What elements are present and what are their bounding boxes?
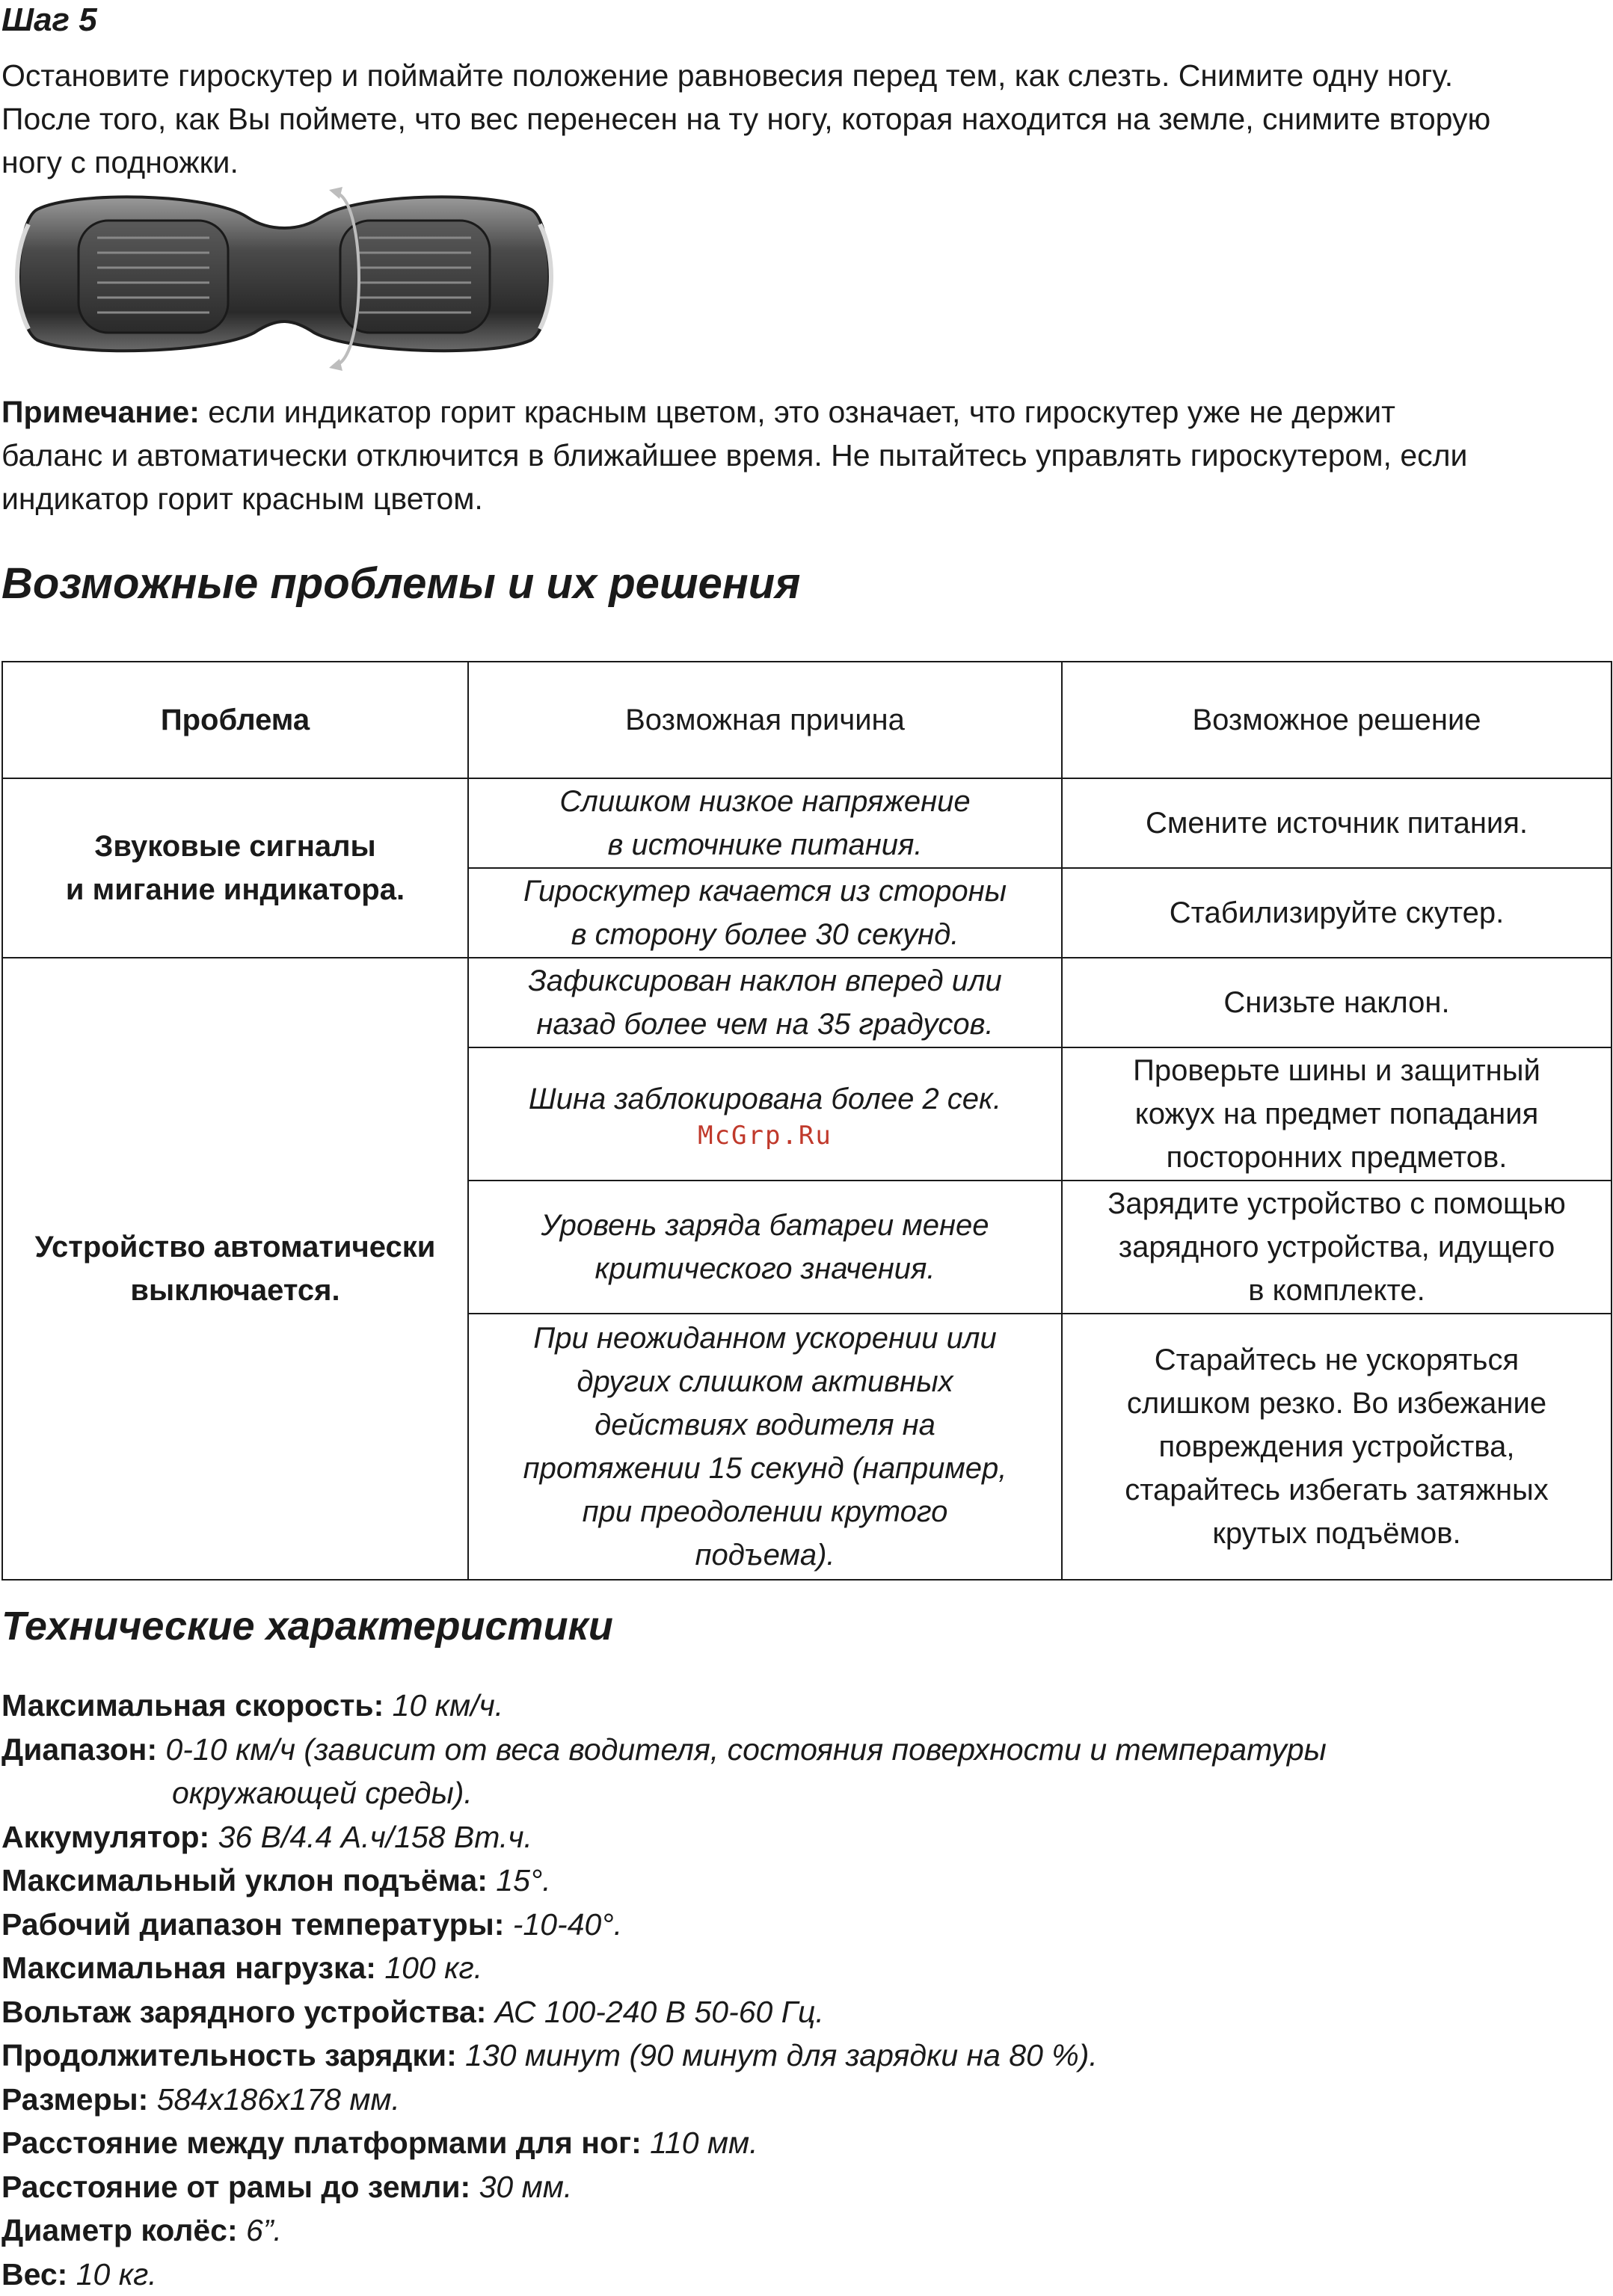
cause-line: подъема). xyxy=(482,1533,1048,1577)
solution-line: крутых подъёмов. xyxy=(1076,1512,1597,1555)
cause-line: действиях водителя на xyxy=(482,1403,1048,1447)
spec-key: Рабочий диапазон температуры: xyxy=(1,1907,504,1942)
solution-line: Старайтесь не ускоряться xyxy=(1076,1338,1597,1382)
spec-key: Аккумулятор: xyxy=(1,1820,209,1854)
spec-key: Расстояние между платформами для ног: xyxy=(1,2126,642,2160)
solution-cell xyxy=(1062,1181,1612,1314)
solution-line: кожух на предмет попадания xyxy=(1076,1092,1597,1136)
spec-row xyxy=(1,1684,1609,1728)
cause-line: При неожиданном ускорении или xyxy=(482,1317,1048,1360)
cause-line: Зафиксирован наклон вперед или xyxy=(482,959,1048,1003)
spec-value: 15°. xyxy=(488,1863,551,1898)
solution-line: Снизьте наклон. xyxy=(1076,981,1597,1024)
spec-key: Размеры: xyxy=(1,2082,148,2117)
spec-row xyxy=(1,1903,1609,1947)
problem-line: выключается. xyxy=(16,1269,454,1312)
cause-cell xyxy=(468,1314,1062,1580)
spec-value: 0-10 км/ч (зависит от веса водителя, состояния поверхности и температуры xyxy=(157,1732,1327,1767)
spec-row xyxy=(1,2165,1609,2209)
cause-line: при преодолении крутого xyxy=(482,1490,1048,1533)
cause-cell xyxy=(468,1047,1062,1181)
spec-key: Максимальная нагрузка: xyxy=(1,1951,376,1985)
problems-heading: Возможные проблемы и их решения xyxy=(1,558,800,610)
solution-line: Зарядите устройство с помощью xyxy=(1076,1182,1597,1225)
spec-key: Вольтаж зарядного устройства: xyxy=(1,1995,486,2029)
cause-cell xyxy=(468,958,1062,1047)
spec-row xyxy=(1,2034,1609,2078)
table-header-row xyxy=(2,662,1612,778)
spec-value: АС 100-240 В 50-60 Гц. xyxy=(486,1995,823,2029)
cause-cell xyxy=(468,1181,1062,1314)
table-row xyxy=(2,778,1612,868)
spec-value: 130 минут (90 минут для зарядки на 80 %). xyxy=(457,2038,1098,2072)
spec-value: 100 кг. xyxy=(376,1951,482,1985)
intro-paragraph xyxy=(1,54,1609,184)
problems-table xyxy=(1,661,1612,1581)
spec-row xyxy=(1,2078,1609,2122)
cause-cell xyxy=(468,868,1062,958)
cause-line: Слишком низкое напряжение xyxy=(482,780,1048,823)
note-label: Примечание: xyxy=(1,395,200,429)
solution-line: посторонних предметов. xyxy=(1076,1136,1597,1179)
header-cause: Возможная причина xyxy=(468,662,1062,778)
spec-value: 584х186х178 мм. xyxy=(148,2082,400,2117)
intro-line: ногу с подножки. xyxy=(1,141,1609,184)
hoverboard-image xyxy=(7,179,561,374)
solution-line: Проверьте шины и защитный xyxy=(1076,1049,1597,1092)
cause-cell xyxy=(468,778,1062,868)
problem-cell xyxy=(2,778,468,958)
spec-value: 36 В/4.4 А.ч/158 Вт.ч. xyxy=(209,1820,532,1854)
cause-line: критического значения. xyxy=(482,1247,1048,1290)
problem-line: и мигание индикатора. xyxy=(16,868,454,911)
cause-line: Гироскутер качается из стороны xyxy=(482,870,1048,913)
note-text: индикатор горит красным цветом. xyxy=(1,477,1609,520)
solution-cell xyxy=(1062,1047,1612,1181)
spec-value: 110 мм. xyxy=(642,2126,758,2160)
spec-key: Вес: xyxy=(1,2257,67,2292)
spec-row xyxy=(1,1990,1609,2034)
problem-line: Звуковые сигналы xyxy=(16,825,454,868)
specs-list xyxy=(1,1684,1609,2296)
intro-line: После того, как Вы поймете, что вес перенесен на ту ногу, которая находится на земле, снимите вторую xyxy=(1,97,1609,141)
spec-row xyxy=(1,1728,1609,1772)
spec-key: Диаметр колёс: xyxy=(1,2213,238,2247)
cause-line: других слишком активных xyxy=(482,1360,1048,1403)
spec-row xyxy=(1,2209,1609,2253)
spec-key: Максимальный уклон подъёма: xyxy=(1,1863,488,1898)
cause-line: назад более чем на 35 градусов. xyxy=(482,1003,1048,1046)
note-paragraph xyxy=(1,390,1609,520)
solution-cell xyxy=(1062,958,1612,1047)
spec-row xyxy=(1,2253,1609,2296)
spec-row xyxy=(1,1946,1609,1990)
solution-line: повреждения устройства, xyxy=(1076,1425,1597,1468)
spec-row xyxy=(1,1859,1609,1903)
cause-line: в сторону более 30 секунд. xyxy=(482,913,1048,956)
cause-line: в источнике питания. xyxy=(482,823,1048,867)
spec-value: 10 кг. xyxy=(67,2257,156,2292)
note-text: баланс и автоматически отключится в ближайшее время. Не пытайтесь управлять гироскутером, если xyxy=(1,434,1609,477)
cause-line: Уровень заряда батареи менее xyxy=(482,1204,1048,1247)
solution-cell xyxy=(1062,778,1612,868)
spec-value: -10-40°. xyxy=(504,1907,622,1942)
spec-value: 10 км/ч. xyxy=(384,1688,503,1723)
header-problem: Проблема xyxy=(2,662,468,778)
intro-line: Остановите гироскутер и поймайте положение равновесия перед тем, как слезть. Снимите одну ногу. xyxy=(1,54,1609,97)
table-row xyxy=(2,958,1612,1047)
solution-line: зарядного устройства, идущего xyxy=(1076,1225,1597,1269)
solution-line: Смените источник питания. xyxy=(1076,801,1597,845)
spec-value: 30 мм. xyxy=(470,2170,572,2204)
problem-line: Устройство автоматически xyxy=(16,1225,454,1269)
spec-continuation: окружающей среды). xyxy=(1,1771,1609,1815)
solution-cell xyxy=(1062,1314,1612,1580)
note-text: если индикатор горит красным цветом, это означает, что гироскутер уже не держит xyxy=(200,395,1395,429)
cause-line: Шина заблокирована более 2 сек. xyxy=(482,1077,1048,1121)
spec-key: Расстояние от рамы до земли: xyxy=(1,2170,470,2204)
problem-cell xyxy=(2,958,468,1580)
step-title: Шаг 5 xyxy=(1,1,97,39)
spec-key: Максимальная скорость: xyxy=(1,1688,384,1723)
spec-key: Продолжительность зарядки: xyxy=(1,2038,457,2072)
solution-line: в комплекте. xyxy=(1076,1269,1597,1312)
solution-line: старайтесь избегать затяжных xyxy=(1076,1468,1597,1512)
specs-heading: Технические характеристики xyxy=(1,1600,613,1652)
spec-value: 6”. xyxy=(238,2213,282,2247)
cause-line: протяжении 15 секунд (например, xyxy=(482,1447,1048,1490)
spec-key: Диапазон: xyxy=(1,1732,157,1767)
watermark-text: McGrp.Ru xyxy=(482,1121,1048,1151)
solution-line: слишком резко. Во избежание xyxy=(1076,1382,1597,1425)
solution-line: Стабилизируйте скутер. xyxy=(1076,891,1597,935)
header-solution: Возможное решение xyxy=(1062,662,1612,778)
spec-row xyxy=(1,2121,1609,2165)
solution-cell xyxy=(1062,868,1612,958)
spec-row xyxy=(1,1815,1609,1859)
